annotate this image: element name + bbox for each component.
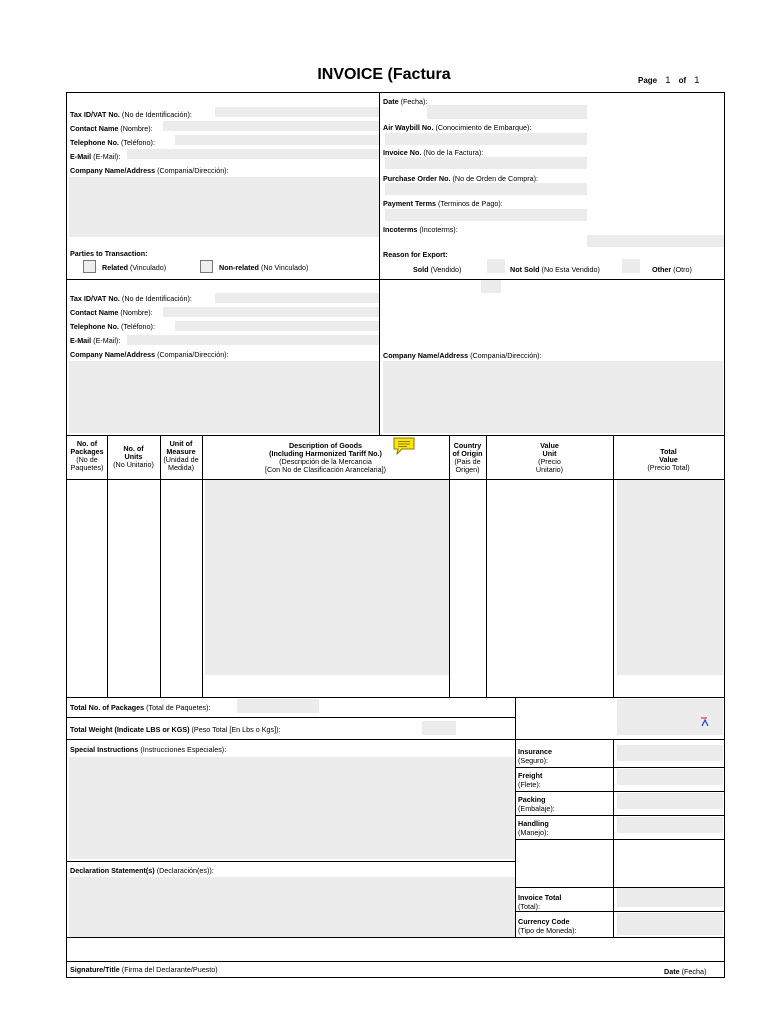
shipper-phone-field[interactable] (175, 135, 379, 145)
date-label: Date (Fecha): (383, 97, 428, 106)
of-label: of (678, 76, 687, 85)
divider (67, 435, 724, 436)
date-field[interactable] (427, 105, 587, 119)
divider (515, 887, 724, 888)
sold-checkbox[interactable] (487, 259, 505, 273)
parties-label: Parties to Transaction: (70, 249, 148, 258)
total-packages-label: Total No. of Packages (Total de Paquetes): (70, 703, 211, 712)
special-instructions-label: Special Instructions (Instrucciones Especiales): (70, 745, 227, 754)
divider (515, 839, 724, 840)
consignee-email-label: E-Mail (E-Mail): (70, 336, 121, 345)
divider (67, 479, 724, 480)
consignee-phone-field[interactable] (175, 321, 379, 331)
packing-field[interactable] (617, 793, 723, 809)
currency-field[interactable] (617, 913, 723, 935)
signature-label: Signature/Title (Firma del Declarante/Puesto) (70, 965, 218, 974)
invoice-form (66, 92, 725, 978)
special-instructions-field[interactable] (69, 757, 515, 859)
divider (613, 739, 614, 937)
col-packages-header: No. of Packages (No de Paquetes) (70, 439, 104, 472)
divider (67, 697, 724, 698)
invoice-no-label: Invoice No. (No de la Factura): (383, 148, 484, 157)
divider (67, 961, 724, 962)
divider (486, 435, 487, 697)
divider (515, 697, 516, 937)
divider (107, 435, 108, 697)
packing-label: Packing (Embalaje): (518, 795, 555, 813)
divider (379, 93, 380, 435)
divider (515, 767, 724, 768)
consignee-email-field[interactable] (127, 335, 379, 345)
total-packages-field[interactable] (237, 699, 319, 713)
declaration-field[interactable] (69, 877, 515, 937)
shipper-phone-label: Telephone No. (Teléfono): (70, 138, 155, 147)
invoice-no-field[interactable] (385, 157, 587, 169)
shipper-email-field[interactable] (127, 149, 379, 159)
total-value-fill[interactable] (617, 479, 723, 675)
divider (67, 717, 515, 718)
page-number: 1 (665, 75, 671, 85)
divider (613, 435, 614, 697)
col-units-header: No. of Units (No Unitario) (113, 444, 154, 469)
consignee-phone-label: Telephone No. (Teléfono): (70, 322, 155, 331)
importer-company-field[interactable] (383, 361, 723, 433)
export-reason-label: Reason for Export: (383, 250, 448, 259)
lambda-mark-icon[interactable] (700, 717, 710, 729)
col-measure-header: Unit of Measure (Unidad de Medida) (163, 439, 199, 472)
divider (67, 279, 724, 280)
col-unit-value-header: Value Unit (Precio Unitario) (535, 441, 564, 474)
shipper-company-field[interactable] (69, 177, 379, 237)
awb-label: Air Waybill No. (Conocimiento de Embarque): (383, 123, 532, 132)
shipper-contact-label: Contact Name (Nombre): (70, 124, 153, 133)
divider (67, 861, 515, 862)
other-field[interactable] (481, 279, 501, 293)
shipper-contact-field[interactable] (163, 121, 379, 131)
awb-field[interactable] (385, 133, 587, 145)
nonrelated-checkbox[interactable] (200, 260, 213, 273)
related-label: Related (Vinculado) (102, 263, 167, 272)
not-sold-checkbox[interactable] (622, 259, 640, 273)
divider (515, 815, 724, 816)
handling-field[interactable] (617, 817, 723, 833)
divider (515, 911, 724, 912)
sold-label: Sold (Vendido) (413, 265, 462, 274)
divider (449, 435, 450, 697)
declaration-label: Declaration Statement(s) (Declaración(es)): (70, 866, 214, 875)
invoice-total-field[interactable] (617, 887, 723, 907)
consignee-taxid-field[interactable] (215, 293, 379, 303)
insurance-label: Insurance (Seguro): (518, 747, 552, 765)
nonrelated-label: Non-related (No Vinculado) (219, 263, 309, 272)
freight-field[interactable] (617, 769, 723, 785)
payment-terms-field[interactable] (385, 209, 587, 221)
divider (202, 435, 203, 697)
description-fill[interactable] (205, 479, 449, 675)
divider (160, 435, 161, 697)
page-title: INVOICE (Factura (317, 66, 451, 83)
payment-terms-label: Payment Terms (Terminos de Pago): (383, 199, 503, 208)
importer-company-label: Company Name/Address (Compania/Dirección): (383, 351, 542, 360)
consignee-taxid-label: Tax ID/VAT No. (No de Identificación): (70, 294, 192, 303)
shipper-taxid-field[interactable] (215, 107, 379, 117)
page-label: Page (638, 76, 658, 85)
col-description-header: Description of Goods (Including Harmonized Tariff No.) (Descripción de la Mercancia [Con No de Clasificación Arancelaria]) (264, 441, 387, 474)
total-weight-field[interactable] (422, 721, 456, 735)
divider (67, 739, 724, 740)
comment-note-icon[interactable] (392, 437, 416, 455)
po-field[interactable] (385, 183, 587, 195)
divider (515, 791, 724, 792)
related-checkbox[interactable] (83, 260, 96, 273)
page-total: 1 (694, 75, 700, 85)
other-label: Other (Otro) (652, 265, 692, 274)
consignee-company-label: Company Name/Address (Compania/Dirección): (70, 350, 229, 359)
page-indicator (638, 75, 705, 85)
footer-date-label: Date (Fecha) (664, 967, 707, 976)
divider (67, 937, 724, 938)
invoice-total-label: Invoice Total (Total): (518, 893, 562, 911)
col-total-value-header: Total Value (Precio Total) (647, 447, 690, 472)
consignee-contact-field[interactable] (163, 307, 379, 317)
shipper-company-label: Company Name/Address (Compania/Dirección): (70, 166, 229, 175)
col-country-header: Country of Origin (Pais de Origen) (452, 441, 483, 474)
po-label: Purchase Order No. (No de Orden de Compra): (383, 174, 539, 183)
freight-label: Freight (Flete): (518, 771, 543, 789)
consignee-company-field[interactable] (69, 361, 379, 433)
currency-label: Currency Code (Tipo de Moneda): (518, 917, 577, 935)
shipper-taxid-label: Tax ID/VAT No. (No de Identificación): (70, 110, 192, 119)
not-sold-label: Not Sold (No Esta Vendido) (510, 265, 600, 274)
insurance-field[interactable] (617, 745, 723, 761)
incoterms-label: Incoterms (Incoterms): (383, 225, 458, 234)
handling-label: Handling (Manejo): (518, 819, 549, 837)
total-weight-label: Total Weight (Indicate LBS or KGS) (Peso Total [En Lbs o Kgs]): (70, 725, 281, 734)
shipper-email-label: E-Mail (E-Mail): (70, 152, 121, 161)
incoterms-field[interactable] (587, 235, 724, 247)
consignee-contact-label: Contact Name (Nombre): (70, 308, 153, 317)
